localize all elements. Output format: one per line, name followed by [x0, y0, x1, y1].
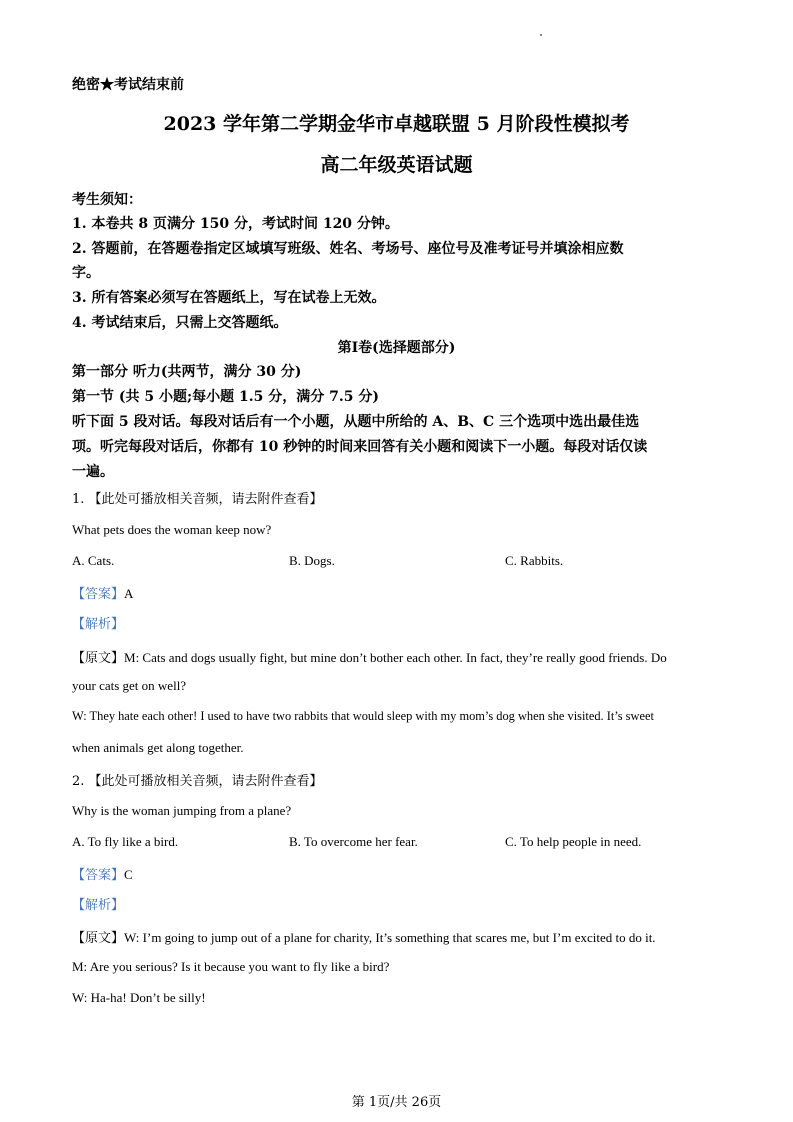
- q1-transcript-line-1: [72, 647, 667, 666]
- q2-analysis-label: 【解析】: [72, 898, 125, 913]
- q1-option-c: C. Rabbits.: [505, 553, 564, 568]
- q2-transcript-line-2: M: Are you serious? Is it because you want to fly like a bird?: [72, 959, 390, 974]
- transcript-label: 【原文】: [72, 651, 125, 666]
- instruction-line-1: 听下面 5 段对话。每段对话后有一个小题，从题中所给的 A、B、C 三个选项中选出最佳选: [72, 414, 640, 430]
- answer-value: A: [124, 586, 134, 601]
- transcript-text: W: I’m going to jump out of a plane for charity, It’s something that scares me, but I’m excited to do it.: [124, 930, 656, 945]
- scan-dot: [540, 34, 542, 36]
- q2-question: Why is the woman jumping from a plane?: [72, 803, 292, 818]
- notice-item-3: 3. 所有答案必须写在答题纸上，写在试卷上无效。: [72, 290, 386, 306]
- q2-answer: [72, 864, 133, 883]
- answer-value: C: [124, 867, 133, 882]
- q2-transcript-line-3: W: Ha-ha! Don’t be silly!: [72, 990, 206, 1005]
- q1-option-b: B. Dogs.: [289, 553, 335, 568]
- q1-question: What pets does the woman keep now?: [72, 522, 272, 537]
- volume-title: 第Ⅰ卷(选择题部分): [337, 340, 456, 356]
- page-footer: 第 1页/共 26页: [351, 1095, 442, 1110]
- notice-item-1: 1. 本卷共 8 页满分 150 分，考试时间 120 分钟。: [72, 216, 399, 232]
- q2-option-a: A. To fly like a bird.: [72, 834, 179, 849]
- exam-subtitle: 高二年级英语试题: [320, 154, 473, 176]
- transcript-text: M: Cats and dogs usually fight, but mine don’t bother each other. In fact, they’re really good friends. Do: [124, 650, 667, 665]
- notice-item-4: 4. 考试结束后，只需上交答题纸。: [72, 315, 288, 331]
- notice-item-2-cont: 字。: [72, 265, 100, 281]
- notice-item-2: 2. 答题前，在答题卷指定区域填写班级、姓名、考场号、座位号及准考证号并填涂相应数: [72, 241, 624, 257]
- confidential-label: 绝密★考试结束前: [72, 77, 184, 93]
- q1-analysis-label: 【解析】: [72, 617, 125, 632]
- answer-label: 【答案】: [72, 587, 125, 602]
- q2-option-b: B. To overcome her fear.: [289, 834, 418, 849]
- q1-option-a: A. Cats.: [72, 553, 115, 568]
- q1-answer: [72, 583, 133, 602]
- q1-transcript-line-3: W: They hate each other! I used to have two rabbits that would sleep with my mom’s dog when she visited. It’s sweet: [72, 709, 654, 723]
- q2-transcript-line-1: [72, 927, 656, 946]
- transcript-label: 【原文】: [72, 931, 125, 946]
- notice-heading: 考生须知：: [72, 192, 142, 208]
- q1-audio-note: 1. 【此处可播放相关音频，请去附件查看】: [72, 492, 323, 507]
- exam-title: 2023 学年第二学期金华市卓越联盟 5 月阶段性模拟考: [163, 113, 630, 135]
- answer-label: 【答案】: [72, 868, 125, 883]
- instruction-line-2: 项。听完每段对话后，你都有 10 秒钟的时间来回答有关小题和阅读下一小题。每段对话仅读: [72, 439, 648, 455]
- section-heading: 第一节 (共 5 小题;每小题 1.5 分，满分 7.5 分): [72, 389, 379, 405]
- part-heading: 第一部分 听力(共两节，满分 30 分): [72, 364, 302, 380]
- q2-option-c: C. To help people in need.: [505, 834, 642, 849]
- q1-transcript-line-4: when animals get along together.: [72, 740, 244, 755]
- q1-transcript-line-2: your cats get on well?: [72, 678, 187, 693]
- q2-audio-note: 2. 【此处可播放相关音频，请去附件查看】: [72, 774, 323, 789]
- instruction-line-3: 一遍。: [72, 464, 114, 480]
